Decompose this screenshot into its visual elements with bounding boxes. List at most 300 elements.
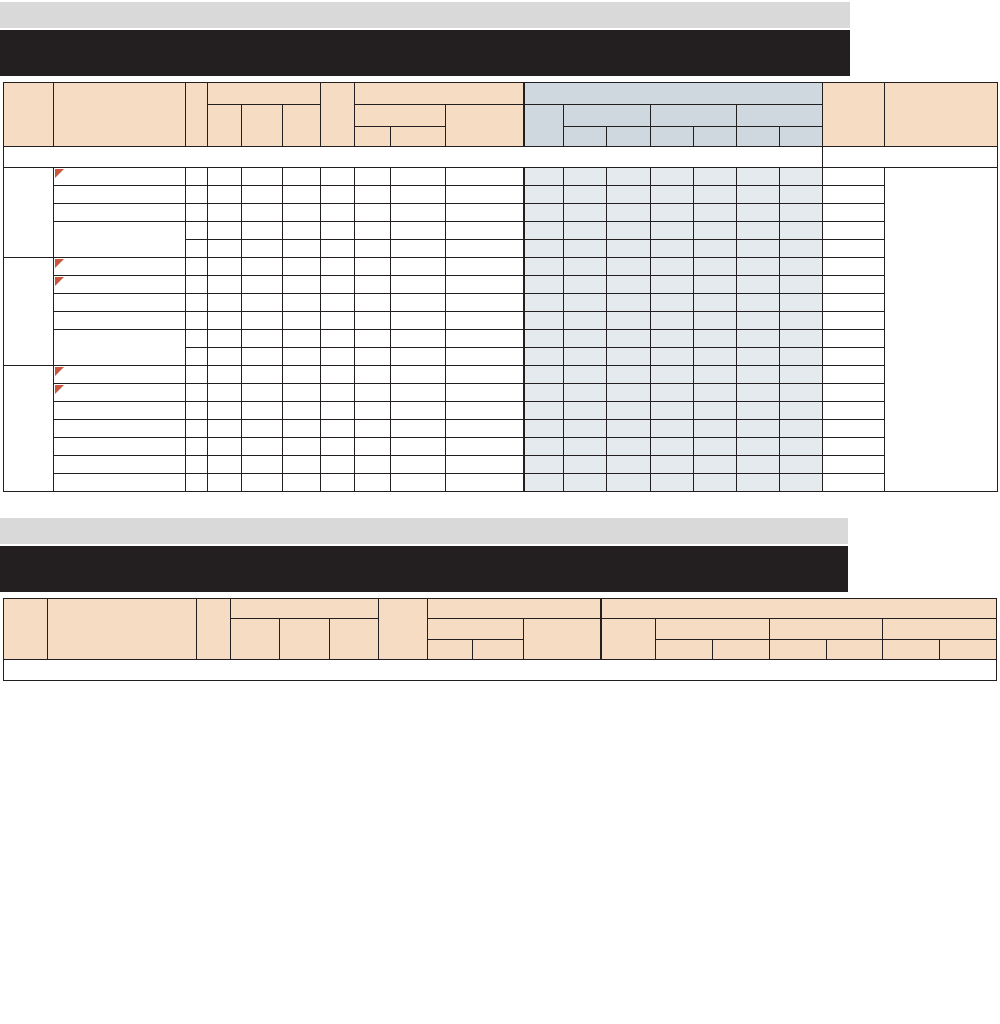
model-number: [54, 294, 186, 312]
header-10d-cell: [355, 312, 391, 330]
table-row: [4, 222, 998, 240]
joist-fastener-cell: [446, 348, 524, 366]
snow-10d-cell: [651, 240, 694, 258]
hdr-uplift: [524, 105, 564, 147]
uplift-cell: [524, 420, 564, 438]
hdr-roof: [882, 619, 996, 640]
model-number: [54, 366, 186, 384]
floor-10d-cell: [564, 384, 607, 402]
bearing-cell: [283, 294, 321, 312]
floor-16d-cell: [607, 168, 651, 186]
ga-cell: [186, 204, 208, 222]
height-cell: [242, 384, 283, 402]
joist-fastener-cell: [446, 474, 524, 492]
height-cell: [242, 204, 283, 222]
hdr-minmax: [321, 83, 355, 147]
height-cell: [242, 258, 283, 276]
ici-cell: [823, 402, 885, 420]
header-10d-cell: [355, 222, 391, 240]
header-16d-cell: [391, 276, 446, 294]
joist-fastener-cell: [446, 438, 524, 456]
width-cell: [208, 204, 242, 222]
ga-cell: [186, 222, 208, 240]
table-row: [4, 258, 998, 276]
ga-cell: [186, 186, 208, 204]
bearing-cell: [283, 474, 321, 492]
hdr-loads: [601, 599, 997, 619]
joist-fastener-cell: [446, 312, 524, 330]
roof-16d-cell: [780, 366, 823, 384]
joist-fastener-cell: [446, 420, 524, 438]
table-row: [4, 402, 998, 420]
hdr-h: [242, 105, 283, 147]
joist-fastener-cell: [446, 168, 524, 186]
floor-10d-cell: [564, 240, 607, 258]
roof-10d-cell: [737, 330, 780, 348]
height-cell: [242, 330, 283, 348]
ga-cell: [186, 384, 208, 402]
table-row: [4, 312, 998, 330]
uplift-cell: [524, 204, 564, 222]
floor-10d-cell: [564, 222, 607, 240]
hdr-ici: [823, 83, 885, 147]
min-max-cell: [321, 186, 355, 204]
width-cell: [208, 384, 242, 402]
roof-10d-cell: [737, 168, 780, 186]
min-max-cell: [321, 204, 355, 222]
bearing-cell: [283, 420, 321, 438]
min-max-cell: [321, 240, 355, 258]
bearing-cell: [283, 276, 321, 294]
bearing-cell: [283, 330, 321, 348]
header-16d-cell: [391, 240, 446, 258]
hdr-snow: [769, 619, 882, 640]
section-subtitle: [0, 2, 850, 28]
floor-16d-cell: [607, 258, 651, 276]
code-ref-cell: [885, 168, 998, 492]
snow-16d-cell: [694, 258, 737, 276]
hdr-floor: [564, 105, 651, 127]
min-max-cell: [321, 420, 355, 438]
min-max-cell: [321, 294, 355, 312]
hdr-dimensions: [231, 599, 379, 619]
roof-16d-cell: [780, 384, 823, 402]
ga-cell: [186, 348, 208, 366]
roof-10d-cell: [737, 438, 780, 456]
model-number: [54, 258, 186, 276]
uplift-cell: [524, 330, 564, 348]
snow-10d-cell: [651, 276, 694, 294]
df-sp-table: [3, 82, 998, 492]
width-cell: [208, 402, 242, 420]
header-10d-cell: [355, 402, 391, 420]
bearing-cell: [283, 258, 321, 276]
ga-cell: [186, 312, 208, 330]
model-number: [54, 276, 186, 294]
header-10d-cell: [355, 384, 391, 402]
header-10d-cell: [355, 330, 391, 348]
table-row: [4, 420, 998, 438]
floor-10d-cell: [564, 330, 607, 348]
uplift-cell: [524, 294, 564, 312]
table-row: [4, 168, 998, 186]
hdr-header: [355, 105, 446, 127]
header-16d-cell: [391, 168, 446, 186]
floor-16d-cell: [607, 204, 651, 222]
hdr-snow-10d: [769, 640, 826, 660]
table-row: [4, 276, 998, 294]
snow-16d-cell: [694, 168, 737, 186]
model-number: [54, 474, 186, 492]
width-cell: [208, 258, 242, 276]
bearing-cell: [283, 204, 321, 222]
ga-cell: [186, 168, 208, 186]
snow-16d-cell: [694, 456, 737, 474]
roof-10d-cell: [737, 186, 780, 204]
uplift-cell: [524, 348, 564, 366]
ga-cell: [186, 420, 208, 438]
snow-16d-cell: [694, 222, 737, 240]
joist-fastener-cell: [446, 456, 524, 474]
hdr-10d: [428, 640, 473, 660]
bearing-cell: [283, 366, 321, 384]
table-row: [4, 474, 998, 492]
snow-16d-cell: [694, 420, 737, 438]
table-row: [4, 366, 998, 384]
ici-cell: [823, 456, 885, 474]
ga-cell: [186, 474, 208, 492]
width-cell: [208, 168, 242, 186]
floor-10d-cell: [564, 168, 607, 186]
hdr-b: [330, 619, 379, 660]
floor-16d-cell: [607, 402, 651, 420]
hdr-floor: [656, 619, 769, 640]
table-row: [4, 384, 998, 402]
section-title: [0, 30, 850, 76]
bearing-cell: [283, 384, 321, 402]
ici-cell: [823, 348, 885, 366]
hdr-h: [280, 619, 330, 660]
width-cell: [208, 330, 242, 348]
header-10d-cell: [355, 456, 391, 474]
hdr-floor-10d: [564, 127, 607, 147]
roof-16d-cell: [780, 438, 823, 456]
ici-cell: [823, 330, 885, 348]
roof-10d-cell: [737, 402, 780, 420]
ici-cell: [823, 420, 885, 438]
uplift-cell: [524, 240, 564, 258]
uplift-cell: [524, 474, 564, 492]
table-row: [4, 294, 998, 312]
height-cell: [242, 438, 283, 456]
snow-10d-cell: [651, 366, 694, 384]
floor-10d-cell: [564, 438, 607, 456]
header-10d-cell: [355, 258, 391, 276]
header-16d-cell: [391, 258, 446, 276]
bearing-cell: [283, 222, 321, 240]
ga-cell: [186, 240, 208, 258]
header-10d-cell: [355, 420, 391, 438]
width-cell: [208, 348, 242, 366]
header-16d-cell: [391, 186, 446, 204]
min-max-cell: [321, 258, 355, 276]
header-10d-cell: [355, 276, 391, 294]
roof-16d-cell: [780, 204, 823, 222]
snow-10d-cell: [651, 402, 694, 420]
uplift-cell: [524, 438, 564, 456]
table-row: [4, 330, 998, 348]
hdr-fasteners: [355, 83, 524, 105]
ga-cell: [186, 294, 208, 312]
floor-10d-cell: [564, 276, 607, 294]
floor-16d-cell: [607, 330, 651, 348]
floor-16d-cell: [607, 348, 651, 366]
height-cell: [242, 168, 283, 186]
width-cell: [208, 474, 242, 492]
header-10d-cell: [355, 348, 391, 366]
section-title: [0, 546, 848, 592]
table-row: [4, 438, 998, 456]
hdr-floor-16d: [607, 127, 651, 147]
width-cell: [208, 186, 242, 204]
model-number: [54, 384, 186, 402]
uplift-cell: [524, 258, 564, 276]
hdr-roof: [737, 105, 823, 127]
header-16d-cell: [391, 384, 446, 402]
floor-10d-cell: [564, 312, 607, 330]
joist-size-cell: [4, 258, 54, 366]
header-16d-cell: [391, 366, 446, 384]
hdr-snow-16d: [694, 127, 737, 147]
roof-10d-cell: [737, 420, 780, 438]
model-number: [54, 204, 186, 222]
header-16d-cell: [391, 402, 446, 420]
hdr-fasteners: [428, 599, 601, 619]
bearing-cell: [283, 348, 321, 366]
roof-16d-cell: [780, 456, 823, 474]
snow-16d-cell: [694, 276, 737, 294]
hdr-w: [208, 105, 242, 147]
hdr-10d: [355, 127, 391, 147]
snow-10d-cell: [651, 348, 694, 366]
snow-16d-cell: [694, 474, 737, 492]
snow-10d-cell: [651, 222, 694, 240]
hdr-model: [47, 599, 196, 660]
bearing-cell: [283, 240, 321, 258]
snow-10d-cell: [651, 330, 694, 348]
floor-16d-cell: [607, 384, 651, 402]
width-cell: [208, 240, 242, 258]
ici-cell: [823, 438, 885, 456]
hdr-header: [428, 619, 524, 640]
snow-16d-cell: [694, 330, 737, 348]
snow-16d-cell: [694, 348, 737, 366]
hdr-16d: [391, 127, 446, 147]
bearing-cell: [283, 438, 321, 456]
roof-10d-cell: [737, 348, 780, 366]
hdr-minmax: [379, 599, 428, 660]
joist-size-cell: [4, 366, 54, 492]
header-16d-cell: [391, 222, 446, 240]
floor-16d-cell: [607, 240, 651, 258]
joist-fastener-cell: [446, 258, 524, 276]
ga-cell: [186, 402, 208, 420]
ga-cell: [186, 456, 208, 474]
model-number: [54, 420, 186, 438]
joist-fastener-cell: [446, 186, 524, 204]
section-label: [4, 660, 997, 681]
roof-16d-cell: [780, 276, 823, 294]
hdr-model: [54, 83, 186, 147]
min-max-cell: [321, 366, 355, 384]
ga-cell: [186, 276, 208, 294]
min-max-cell: [321, 168, 355, 186]
height-cell: [242, 366, 283, 384]
ga-cell: [186, 330, 208, 348]
width-cell: [208, 366, 242, 384]
hdr-joist-size: [4, 83, 54, 147]
spf-hf-table: [3, 598, 997, 681]
section-label: [4, 147, 823, 168]
roof-16d-cell: [780, 402, 823, 420]
uplift-cell: [524, 186, 564, 204]
header-10d-cell: [355, 204, 391, 222]
hdr-roof-10d: [737, 127, 780, 147]
section-subtitle: [0, 518, 848, 544]
min-max-cell: [321, 312, 355, 330]
section-row: [4, 660, 997, 681]
ici-cell: [823, 474, 885, 492]
header-16d-cell: [391, 420, 446, 438]
hdr-floor-10d: [656, 640, 713, 660]
hdr-loads: [524, 83, 823, 105]
uplift-cell: [524, 312, 564, 330]
table-row: [4, 456, 998, 474]
snow-10d-cell: [651, 258, 694, 276]
snow-10d-cell: [651, 312, 694, 330]
snow-16d-cell: [694, 366, 737, 384]
model-number: [54, 438, 186, 456]
model-number: [54, 456, 186, 474]
width-cell: [208, 222, 242, 240]
height-cell: [242, 240, 283, 258]
height-cell: [242, 456, 283, 474]
header-16d-cell: [391, 348, 446, 366]
ici-cell: [823, 258, 885, 276]
roof-16d-cell: [780, 420, 823, 438]
uplift-cell: [524, 276, 564, 294]
min-max-cell: [321, 330, 355, 348]
roof-10d-cell: [737, 204, 780, 222]
snow-10d-cell: [651, 474, 694, 492]
header-16d-cell: [391, 474, 446, 492]
hdr-code-ref: [885, 83, 998, 147]
min-max-cell: [321, 384, 355, 402]
floor-16d-cell: [607, 456, 651, 474]
snow-16d-cell: [694, 438, 737, 456]
section-row: [4, 147, 998, 168]
header-16d-cell: [391, 204, 446, 222]
floor-10d-cell: [564, 258, 607, 276]
snow-10d-cell: [651, 168, 694, 186]
roof-10d-cell: [737, 294, 780, 312]
snow-10d-cell: [651, 420, 694, 438]
floor-16d-cell: [607, 294, 651, 312]
floor-10d-cell: [564, 348, 607, 366]
ici-cell: [823, 222, 885, 240]
uplift-cell: [524, 384, 564, 402]
roof-16d-cell: [780, 330, 823, 348]
model-number: [54, 222, 186, 258]
ici-cell: [823, 186, 885, 204]
joist-fastener-cell: [446, 402, 524, 420]
snow-16d-cell: [694, 294, 737, 312]
hdr-b: [283, 105, 321, 147]
floor-10d-cell: [564, 366, 607, 384]
uplift-cell: [524, 222, 564, 240]
snow-10d-cell: [651, 186, 694, 204]
header-16d-cell: [391, 456, 446, 474]
floor-10d-cell: [564, 402, 607, 420]
floor-10d-cell: [564, 294, 607, 312]
joist-fastener-cell: [446, 276, 524, 294]
floor-16d-cell: [607, 186, 651, 204]
model-number: [54, 312, 186, 330]
header-10d-cell: [355, 438, 391, 456]
hdr-uplift: [601, 619, 656, 660]
width-cell: [208, 456, 242, 474]
joist-fastener-cell: [446, 384, 524, 402]
height-cell: [242, 186, 283, 204]
hdr-snow-10d: [651, 127, 694, 147]
width-cell: [208, 420, 242, 438]
bearing-cell: [283, 402, 321, 420]
joist-fastener-cell: [446, 366, 524, 384]
joist-fastener-cell: [446, 294, 524, 312]
roof-10d-cell: [737, 258, 780, 276]
roof-16d-cell: [780, 186, 823, 204]
width-cell: [208, 438, 242, 456]
floor-10d-cell: [564, 456, 607, 474]
floor-16d-cell: [607, 222, 651, 240]
floor-10d-cell: [564, 204, 607, 222]
snow-10d-cell: [651, 204, 694, 222]
roof-16d-cell: [780, 240, 823, 258]
model-number: [54, 186, 186, 204]
roof-10d-cell: [737, 222, 780, 240]
snow-16d-cell: [694, 204, 737, 222]
uplift-cell: [524, 366, 564, 384]
bearing-cell: [283, 186, 321, 204]
hdr-roof-16d: [939, 640, 996, 660]
height-cell: [242, 294, 283, 312]
roof-16d-cell: [780, 222, 823, 240]
min-max-cell: [321, 474, 355, 492]
table-row: [4, 204, 998, 222]
ici-cell: [823, 276, 885, 294]
height-cell: [242, 276, 283, 294]
header-10d-cell: [355, 294, 391, 312]
snow-10d-cell: [651, 456, 694, 474]
floor-16d-cell: [607, 366, 651, 384]
header-10d-cell: [355, 240, 391, 258]
joist-fastener-cell: [446, 240, 524, 258]
hdr-joist-fastener: [446, 105, 524, 147]
table-row: [4, 186, 998, 204]
ici-cell: [823, 384, 885, 402]
header-10d-cell: [355, 366, 391, 384]
header-10d-cell: [355, 474, 391, 492]
